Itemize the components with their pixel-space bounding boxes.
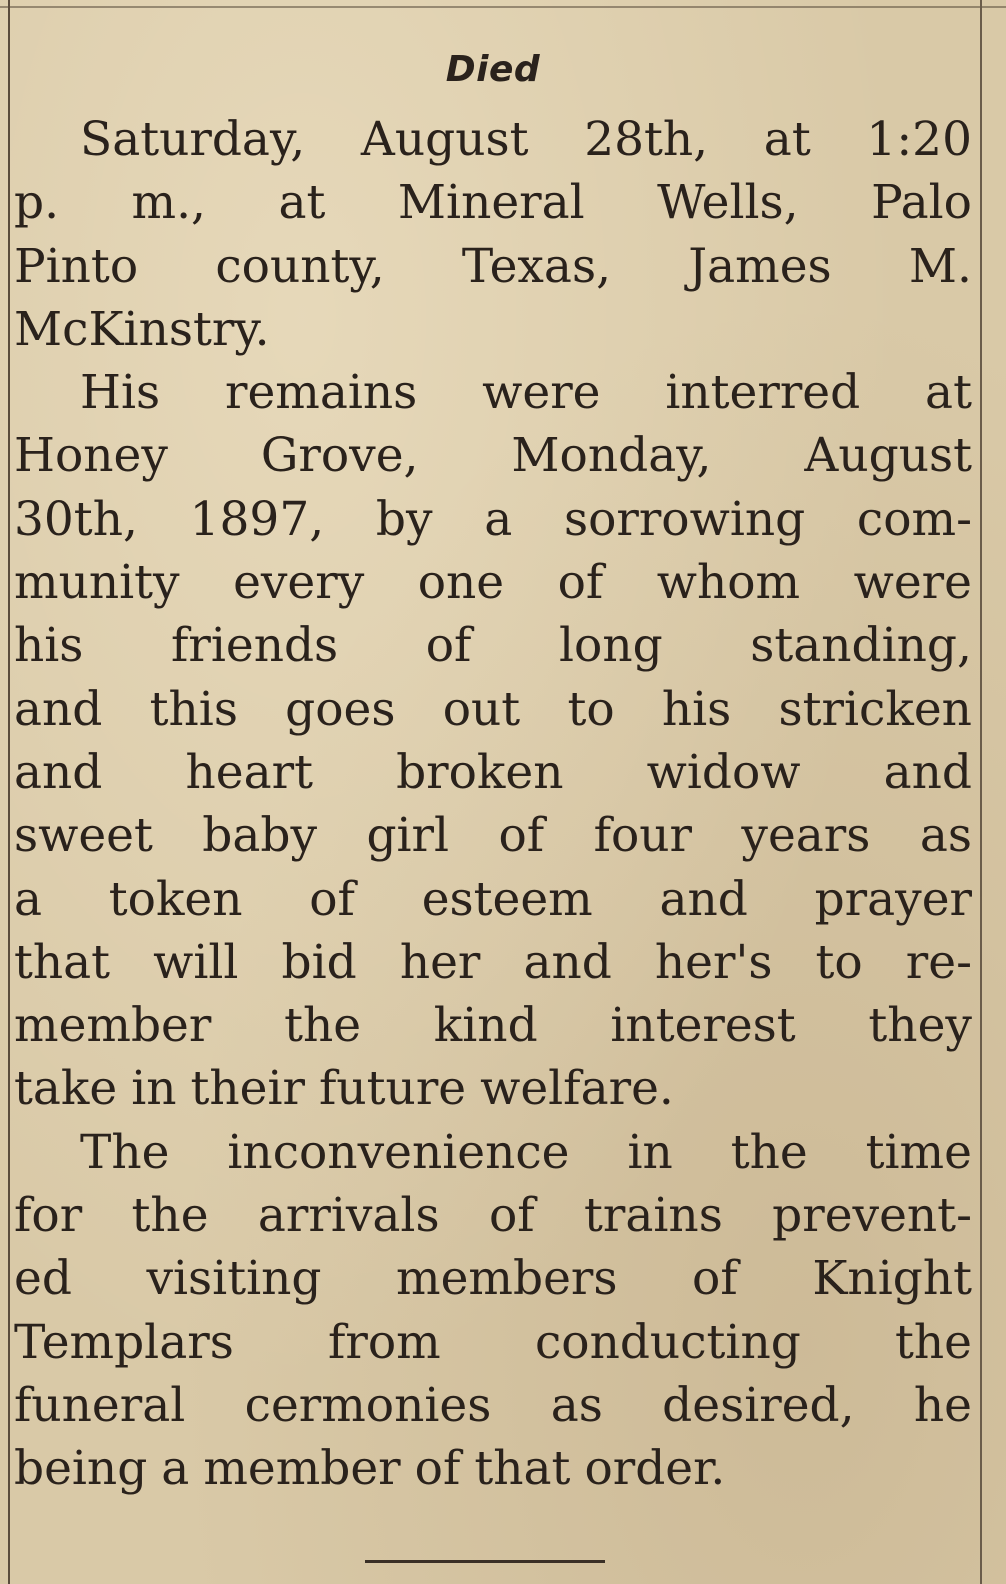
text-line: The inconvenience in the time — [80, 1124, 972, 1180]
text-line: ed visiting members of Knight — [14, 1251, 972, 1307]
obituary-article — [14, 40, 972, 1501]
text-line: Pinto county, Texas, James M. — [14, 238, 972, 294]
text-line: for the arrivals of trains prevent- — [14, 1188, 972, 1244]
paragraph — [14, 361, 972, 1121]
paragraph — [14, 1121, 972, 1501]
text-line: member the kind interest they — [14, 998, 972, 1054]
column-rule-top — [0, 6, 1006, 8]
text-line: p. m., at Mineral Wells, Palo — [14, 175, 972, 231]
text-line: funeral cermonies as desired, he — [14, 1377, 972, 1433]
paragraph — [14, 108, 972, 361]
text-line: Templars from conducting the — [14, 1314, 972, 1370]
text-line: and heart broken widow and — [14, 744, 972, 800]
text-line: 30th, 1897, by a sorrowing com- — [14, 491, 972, 547]
text-line: a token of esteem and prayer — [14, 871, 972, 927]
column-rule-right — [980, 0, 982, 1584]
text-line: Saturday, August 28th, at 1:20 — [80, 112, 972, 167]
text-line: and this goes out to his stricken — [14, 681, 972, 737]
text-line: munity every one of whom were — [14, 555, 972, 611]
article-body — [14, 108, 972, 1501]
text-line: sweet baby girl of four years as — [14, 808, 972, 864]
text-line: his friends of long standing, — [14, 618, 972, 674]
text-line: His remains were interred at — [80, 365, 972, 421]
column-rule-left — [8, 0, 10, 1584]
text-line: McKinstry. — [14, 301, 270, 357]
text-line: take in their future welfare. — [14, 1061, 674, 1117]
column-end-rule — [365, 1560, 605, 1563]
text-line: Honey Grove, Monday, August — [14, 428, 972, 484]
text-line: being a member of that order. — [14, 1441, 726, 1497]
headline: Died — [445, 49, 541, 90]
text-line: that will bid her and her's to re- — [14, 934, 972, 990]
